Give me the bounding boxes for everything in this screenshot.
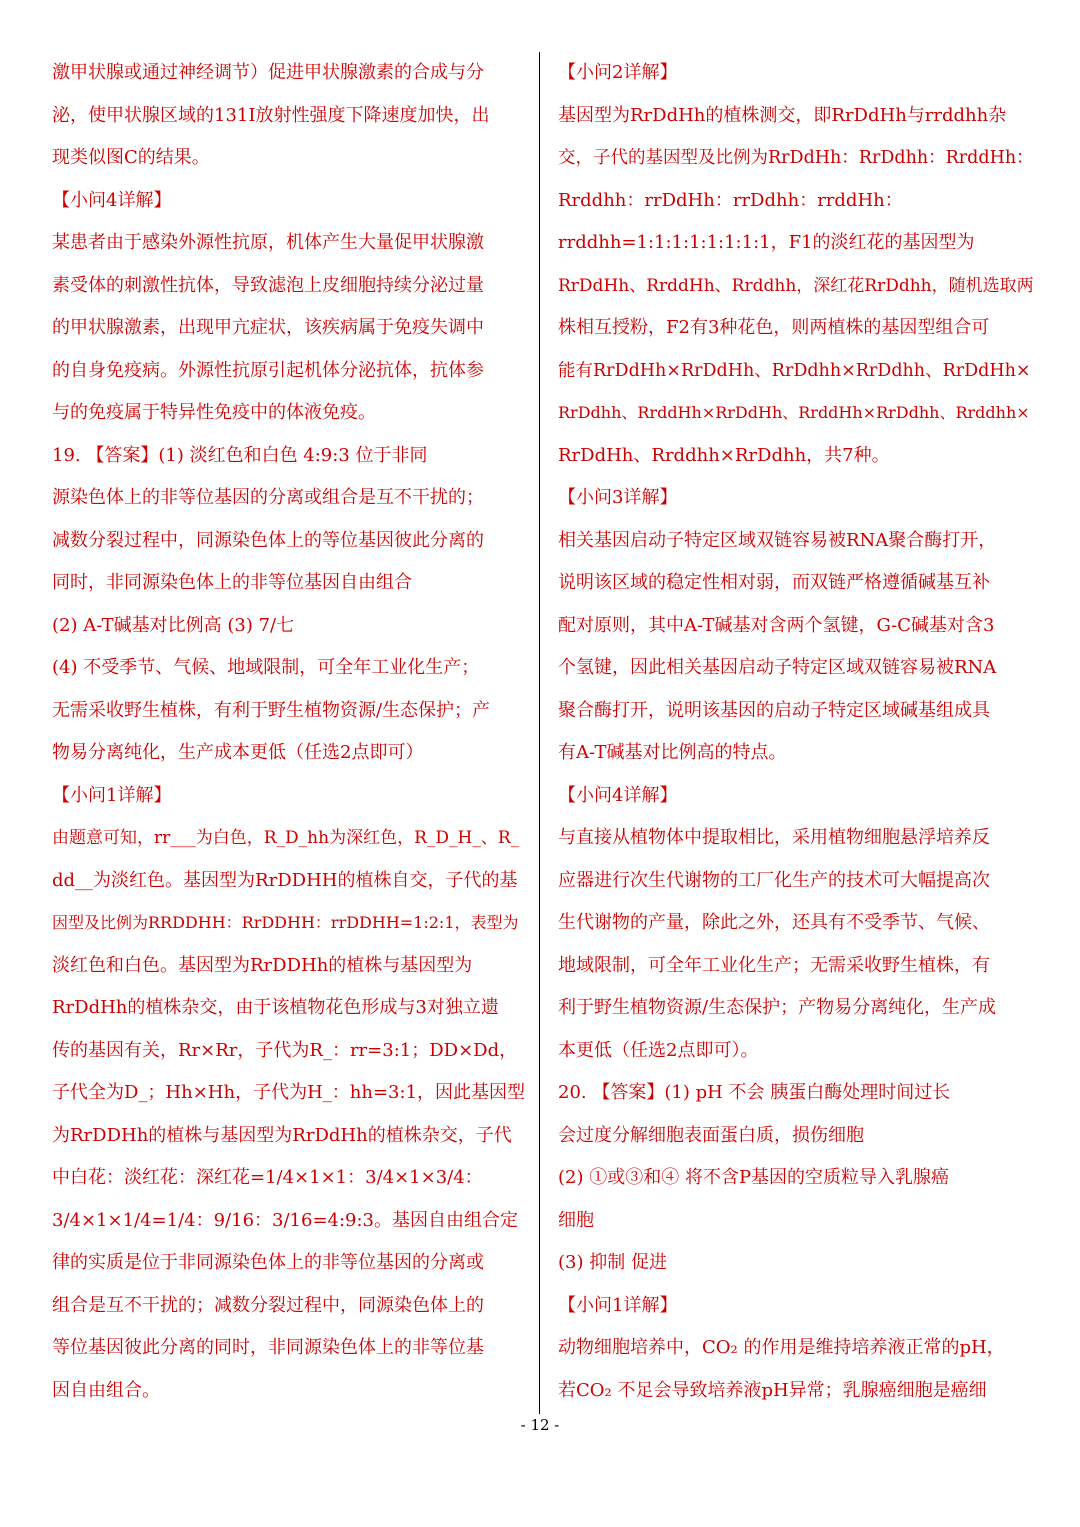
right-column-line: 【小问4详解】 <box>558 784 678 806</box>
right-column-line: 动物细胞培养中，CO₂ 的作用是维持培养液正常的pH， <box>558 1337 1005 1358</box>
left-column-line: 的自身免疫病。外源性抗原引起机体分泌抗体，抗体参 <box>52 359 484 381</box>
right-column-line: (2) ①或③和④ 将不含P基因的空质粒导入乳腺癌 <box>558 1167 950 1188</box>
left-column-line: dd__为淡红色。基因型为RrDDHH的植株自交，子代的基 <box>52 869 518 891</box>
left-column-line: 由题意可知，rr___为白色，R_D_hh为深红色，R_D_H_、R_ <box>52 828 520 848</box>
right-column-line: (3) 抑制 促进 <box>558 1252 667 1273</box>
left-column-line: 激甲状腺或通过神经调节）促进甲状腺激素的合成与分 <box>52 62 484 83</box>
left-column-line: 【小问1详解】 <box>52 784 172 806</box>
left-column-line: RrDdHh的植株杂交，由于该植物花色形成与3对独立遗 <box>52 997 499 1018</box>
right-column-line: 聚合酶打开，说明该基因的启动子特定区域碱基组成具 <box>558 699 990 721</box>
right-column-line: 配对原则，其中A-T碱基对含两个氢键，G-C碱基对含3 <box>558 614 995 636</box>
right-column-line: 交，子代的基因型及比例为RrDdHh：RrDdhh：RrddHh： <box>558 148 1034 168</box>
right-column-line: 个氢键，因此相关基因启动子特定区域双链容易被RNA <box>558 657 997 678</box>
left-column-line: 源染色体上的非等位基因的分离或组合是互不干扰的； <box>52 487 484 508</box>
right-column-line: 相关基因启动子特定区域双链容易被RNA聚合酶打开， <box>558 529 997 551</box>
right-column-line: 生代谢物的产量，除此之外，还具有不受季节、气候、 <box>558 912 990 933</box>
left-column-line: 的甲状腺激素，出现甲亢症状，该疾病属于免疫失调中 <box>52 317 484 338</box>
left-column-line: 子代全为D_；Hh×Hh，子代为H_：hh=3:1，因此基因型 <box>52 1082 526 1103</box>
left-column-line: 3/4×1×1/4=1/4：9/16：3/16=4:9:3。基因自由组合定 <box>52 1209 519 1231</box>
right-column-line: 20. 【答案】(1) pH 不会 胰蛋白酶处理时间过长 <box>558 1082 951 1103</box>
left-column-line: 素受体的刺激性抗体，导致滤泡上皮细胞持续分泌过量 <box>52 274 484 296</box>
left-column-line: 19. 【答案】(1) 淡红色和白色 4:9:3 位于非同 <box>52 444 428 466</box>
right-column-line: 有A-T碱基对比例高的特点。 <box>558 742 787 763</box>
right-column-line: 地域限制，可全年工业化生产；无需采收野生植株，有 <box>558 954 990 976</box>
right-column-line: 利于野生植物资源/生态保护；产物易分离纯化，生产成 <box>558 997 997 1018</box>
right-column-line: 本更低（任选2点即可）。 <box>558 1039 759 1061</box>
right-column-line: 能有RrDdHh×RrDdHh、RrDdhh×RrDdhh、RrDdHh× <box>558 360 1031 381</box>
left-column-line: 为RrDDHh的植株与基因型为RrDdHh的植株杂交，子代 <box>52 1124 512 1146</box>
left-column-line: 现类似图C的结果。 <box>52 147 210 168</box>
right-column-line: 【小问2详解】 <box>558 62 678 83</box>
right-column-line: rrddhh=1:1:1:1:1:1:1:1，F1的淡红花的基因型为 <box>558 232 975 253</box>
page-number: - 12 - <box>520 1416 560 1434</box>
left-column-line: (4) 不受季节、气候、地域限制，可全年工业化生产； <box>52 657 480 678</box>
left-column-line: 律的实质是位于非同源染色体上的非等位基因的分离或 <box>52 1252 484 1273</box>
left-column-line: (2) A-T碱基对比例高 (3) 7/七 <box>52 614 295 636</box>
left-column-line: 因型及比例为RRDDHH：RrDDHH：rrDDHH=1:2:1，表型为 <box>52 913 519 932</box>
left-column-line: 减数分裂过程中，同源染色体上的等位基因彼此分离的 <box>52 529 484 551</box>
column-divider <box>539 52 540 1414</box>
left-column-line: 某患者由于感染外源性抗原，机体产生大量促甲状腺激 <box>52 232 484 253</box>
left-column-line: 同时，非同源染色体上的非等位基因自由组合 <box>52 572 412 593</box>
right-column-line: 与直接从植物体中提取相比，采用植物细胞悬浮培养反 <box>558 827 990 848</box>
right-column-line: 株相互授粉，F2有3种花色，则两植株的基因型组合可 <box>558 317 990 338</box>
left-column-line: 泌，使甲状腺区域的131I放射性强度下降速度加快，出 <box>52 104 490 126</box>
left-column-line: 淡红色和白色。基因型为RrDDHh的植株与基因型为 <box>52 954 473 976</box>
right-column-line: RrDdHh、Rrddhh×RrDdhh，共7种。 <box>558 444 890 466</box>
left-column-line: 组合是互不干扰的；减数分裂过程中，同源染色体上的 <box>52 1294 484 1316</box>
right-column <box>558 52 1036 1412</box>
left-column-line: 【小问4详解】 <box>52 189 172 211</box>
left-column-line: 无需采收野生植株，有利于野生植物资源/生态保护；产 <box>52 699 491 721</box>
left-column-line: 因自由组合。 <box>52 1379 160 1401</box>
right-column-line: RrDdHh、RrddHh、Rrddhh，深红花RrDdhh，随机选取两 <box>558 275 1034 296</box>
left-column-line: 中白花：淡红花：深红花=1/4×1×1：3/4×1×3/4： <box>52 1167 483 1188</box>
right-column-line: 若CO₂ 不足会导致培养液pH异常；乳腺癌细胞是癌细 <box>558 1379 987 1401</box>
right-column-line: RrDdhh、RrddHh×RrDdHh、RrddHh×RrDdhh、Rrddhh× <box>558 403 1030 422</box>
right-column-line: 会过度分解细胞表面蛋白质，损伤细胞 <box>558 1124 864 1146</box>
left-column-line: 传的基因有关，Rr×Rr，子代为R_：rr=3:1；DD×Dd， <box>52 1039 518 1061</box>
right-column-line: 细胞 <box>558 1209 594 1231</box>
left-column-line: 物易分离纯化，生产成本更低（任选2点即可） <box>52 742 424 763</box>
left-column-line: 与的免疫属于特异性免疫中的体液免疫。 <box>52 402 376 423</box>
right-column-line: 应器进行次生代谢物的工厂化生产的技术可大幅提高次 <box>558 869 990 891</box>
right-column-line: 【小问1详解】 <box>558 1294 678 1316</box>
left-column <box>52 52 526 1412</box>
right-column-line: 说明该区域的稳定性相对弱，而双链严格遵循碱基互补 <box>558 572 990 593</box>
right-column-line: Rrddhh：rrDdHh：rrDdhh：rrddHh： <box>558 189 903 211</box>
right-column-line: 基因型为RrDdHh的植株测交，即RrDdHh与rrddhh杂 <box>558 104 1007 126</box>
right-column-line: 【小问3详解】 <box>558 487 678 508</box>
left-column-line: 等位基因彼此分离的同时，非同源染色体上的非等位基 <box>52 1337 484 1358</box>
